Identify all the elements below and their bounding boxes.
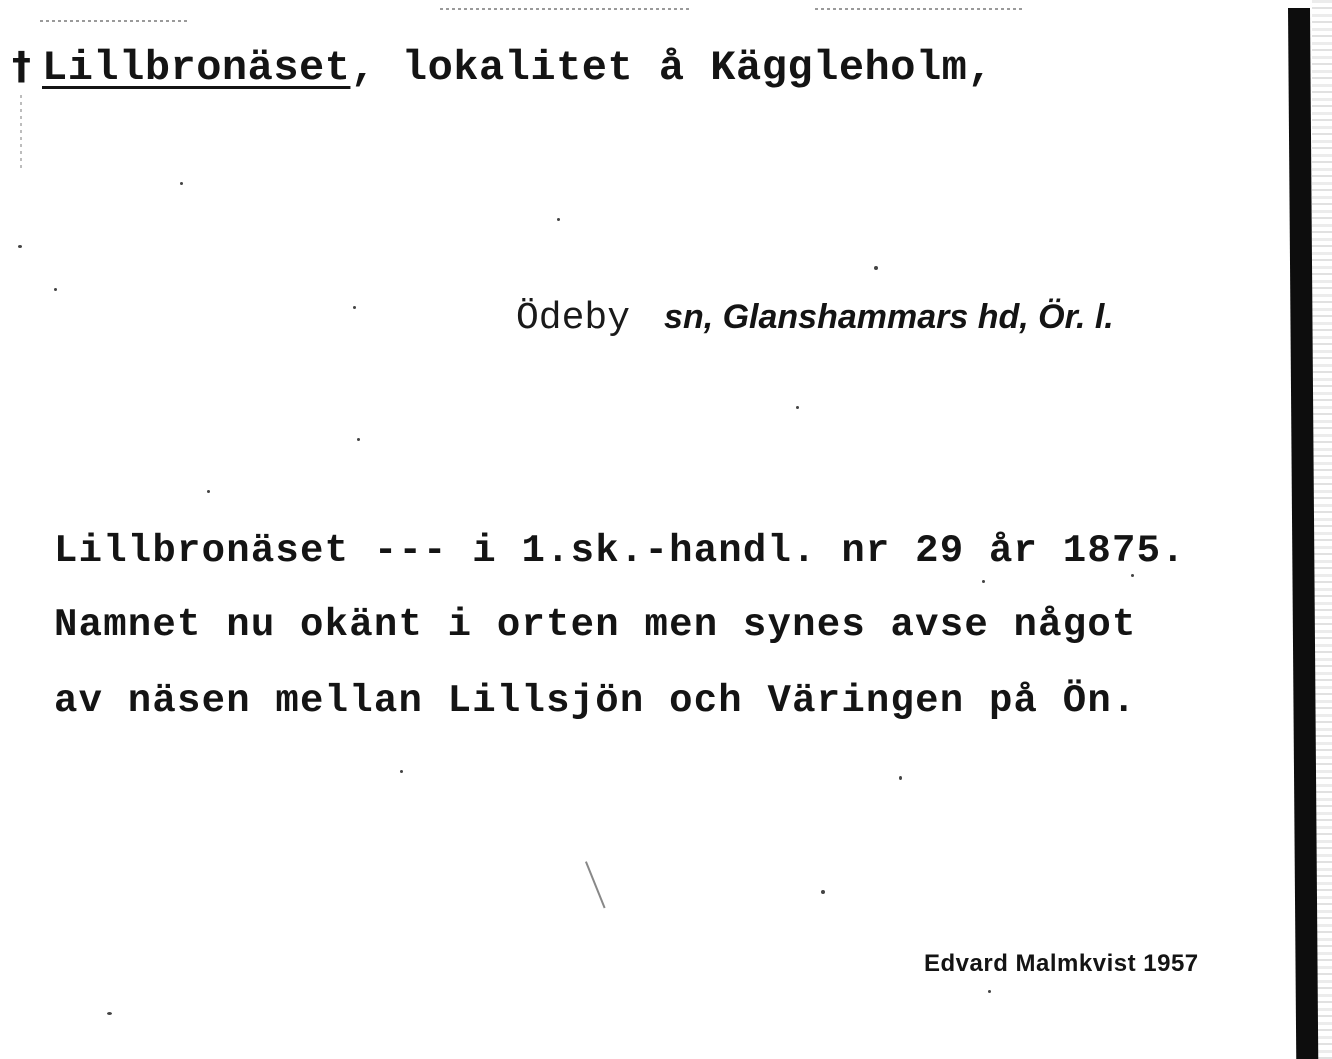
dust-speck: [207, 490, 210, 493]
parish-location-stamp: sn, Glanshammars hd, Ör. l.: [664, 298, 1114, 336]
dust-speck: [899, 776, 902, 780]
entry-description: , lokalitet å Käggleholm,: [350, 44, 994, 92]
scan-border-top: [440, 8, 690, 10]
dust-speck: [107, 1012, 112, 1015]
parish-name: Ödeby: [516, 297, 631, 340]
dust-speck: [54, 288, 57, 291]
dust-speck: [982, 580, 985, 583]
dust-speck: [1131, 574, 1134, 577]
body-line-1: Lillbronäset --- i 1.sk.-handl. nr 29 år 1875.: [54, 529, 1186, 573]
dust-speck: [180, 182, 183, 185]
scan-border-top: [40, 20, 190, 22]
body-line-3: av näsen mellan Lillsjön och Väringen på Ön.: [54, 679, 1137, 723]
entry-header: [12, 40, 993, 94]
dust-speck: [988, 990, 991, 993]
parish-line: [516, 292, 1114, 349]
author-signature: Edvard Malmkvist 1957: [924, 950, 1199, 977]
dust-speck: [796, 406, 799, 409]
scratch-mark: [585, 861, 606, 908]
dust-speck: [18, 245, 22, 248]
entry-headword: Lillbronäset: [42, 44, 351, 92]
dust-speck: [353, 306, 356, 309]
dust-speck: [557, 218, 560, 221]
dust-speck: [821, 890, 825, 894]
body-line-2: Namnet nu okänt i orten men synes avse något: [54, 603, 1137, 647]
dagger-icon: †: [12, 44, 32, 88]
dust-speck: [357, 438, 360, 441]
scan-border-top: [815, 8, 1025, 10]
dust-speck: [874, 266, 878, 270]
scan-border-left: [20, 95, 22, 170]
dust-speck: [400, 770, 403, 773]
